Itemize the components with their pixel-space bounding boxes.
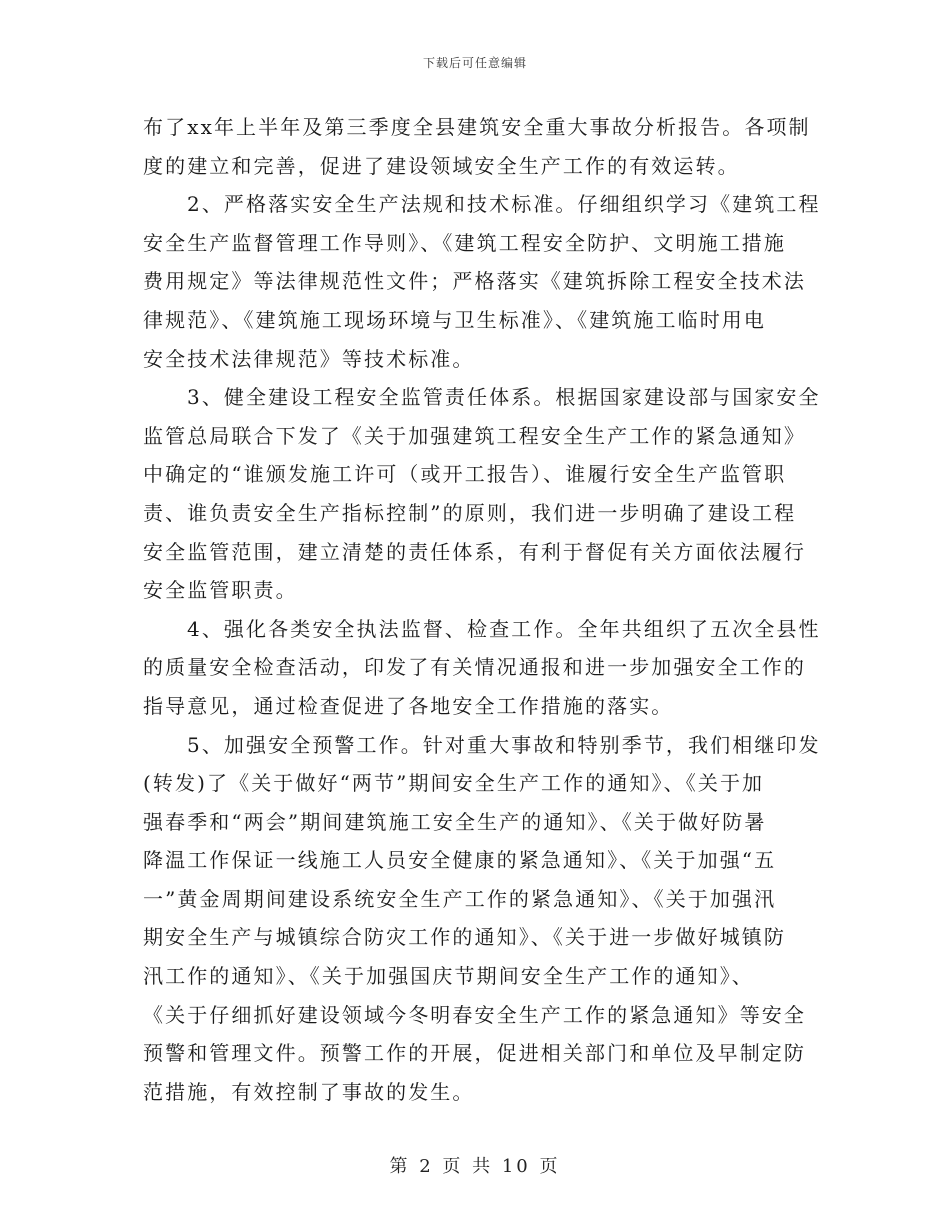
paragraph-line: 预警和管理文件。预警工作的开展，促进相关部门和单位及早制定防 [143,1041,806,1066]
paragraph-line: 5、加强安全预警工作。针对重大事故和特别季节，我们相继印发 [187,732,821,757]
paragraph-line: 费用规定》等法律规范性文件；严格落实《建筑拆除工程安全技术法 [143,269,806,294]
paragraph-line: 4、强化各类安全执法监督、检查工作。全年共组织了五次全县性 [187,616,821,641]
paragraph-line: 安全技术法律规范》等技术标准。 [143,346,475,371]
paragraph-line: 度的建立和完善，促进了建设领域安全生产工作的有效运转。 [143,153,740,178]
paragraph-line: 安全监管范围，建立清楚的责任体系，有利于督促有关方面依法履行 [143,539,806,564]
paragraph-line: 一”黄金周期间建设系统安全生产工作的紧急通知》、《关于加强汛 [143,886,777,911]
paragraph-line: 布了xx年上半年及第三季度全县建筑安全重大事故分析报告。各项制 [143,115,811,139]
paragraph-line: 指导意见，通过检查促进了各地安全工作措施的落实。 [143,693,674,718]
paragraph-line: 的质量安全检查活动，印发了有关情况通报和进一步加强安全工作的 [143,655,806,680]
paragraph-line: 《关于仔细抓好建设领域今冬明春安全生产工作的紧急通知》等安全 [143,1002,806,1027]
paragraph-line: 安全监管职责。 [143,578,298,603]
download-edit-note: 下载后可任意编辑 [422,56,527,70]
paragraph-line: (转发)了《关于做好“两节”期间安全生产工作的通知》、《关于加 [143,771,765,796]
paragraph-line: 中确定的“谁颁发施工许可（或开工报告）、谁履行安全生产监管职 [143,462,787,487]
paragraph-line: 3、健全建设工程安全监管责任体系。根据国家建设部与国家安全 [187,385,821,410]
paragraph-line: 期安全生产与城镇综合防灾工作的通知》、《关于进一步做好城镇防 [143,925,786,950]
paragraph-line: 2、严格落实安全生产法规和技术标准。仔细组织学习《建筑工程 [187,192,821,217]
paragraph-line: 降温工作保证一线施工人员安全健康的紧急通知》、《关于加强“五 [143,848,777,873]
paragraph-line: 强春季和“两会”期间建筑施工安全生产的通知》、《关于做好防暑 [143,809,767,834]
paragraph-line: 汛工作的通知》、《关于加强国庆节期间安全生产工作的通知》、 [143,964,754,989]
paragraph-line: 范措施，有效控制了事故的发生。 [143,1079,475,1104]
paragraph-line: 监管总局联合下发了《关于加强建筑工程安全生产工作的紧急通知》 [143,423,806,448]
document-body [143,108,821,1111]
paragraph-line: 责、谁负责安全生产指标控制”的原则，我们进一步明确了建设工程 [143,500,797,525]
paragraph-line: 律规范》、《建筑施工现场环境与卫生标准》、《建筑施工临时用电 [143,307,766,332]
paragraph-line: 安全生产监督管理工作导则》、《建筑工程安全防护、文明施工措施 [143,230,786,255]
page-number: 第 2 页 共 10 页 [389,1156,561,1177]
